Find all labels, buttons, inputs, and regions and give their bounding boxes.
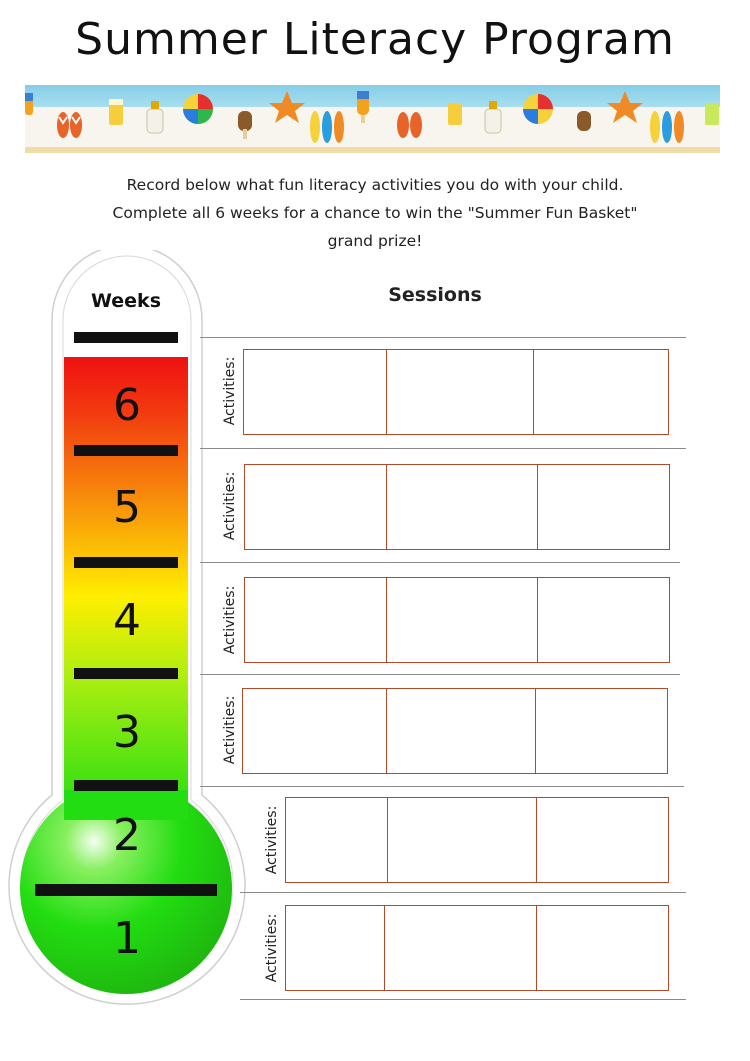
sunscreen-icon: [147, 101, 163, 133]
session-box-week-1[interactable]: [285, 905, 669, 991]
row-divider: [200, 562, 680, 563]
row-divider: [200, 786, 684, 787]
activities-label: Activities:: [264, 913, 280, 983]
surfboards-icon: [310, 111, 344, 143]
session-divider: [536, 798, 537, 882]
row-divider: [200, 674, 680, 675]
activities-label: Activities:: [222, 471, 238, 541]
activities-label: Activities:: [264, 805, 280, 875]
ice-cream-bar-icon: [238, 111, 252, 139]
session-divider: [533, 350, 534, 434]
popsicle-icon: [357, 91, 369, 123]
week-number: 6: [113, 380, 141, 431]
lemonade-icon: [705, 103, 719, 125]
intro-line: Complete all 6 weeks for a chance to win the "Summer Fun Basket": [112, 204, 638, 222]
session-box-week-6[interactable]: [243, 349, 669, 435]
session-box-week-5[interactable]: [244, 464, 670, 550]
lemonade-icon: [448, 103, 462, 125]
beach-ball-icon: [523, 94, 553, 124]
flip-flops-icon: [57, 112, 82, 138]
week-number: 2: [113, 810, 141, 861]
session-divider: [535, 689, 536, 773]
flip-flops-icon: [397, 112, 422, 138]
week-divider: [74, 332, 178, 343]
activities-label: Activities:: [222, 356, 238, 426]
row-divider: [200, 337, 686, 338]
session-box-week-4[interactable]: [244, 577, 670, 663]
row-divider: [240, 999, 686, 1000]
week-number: 1: [113, 913, 141, 964]
week-divider: [74, 445, 178, 456]
week-divider: [74, 557, 178, 568]
beach-ball-icon: [183, 94, 213, 124]
sunscreen-icon: [485, 101, 501, 133]
surfboards-icon: [650, 111, 684, 143]
session-divider: [386, 689, 387, 773]
session-divider: [536, 906, 537, 990]
week-number: 3: [113, 707, 141, 758]
starfish-icon: [269, 91, 305, 123]
session-divider: [386, 350, 387, 434]
session-divider: [386, 578, 387, 662]
week-number: 5: [113, 482, 141, 533]
session-divider: [537, 465, 538, 549]
popsicle-icon: [25, 93, 33, 115]
session-box-week-2[interactable]: [285, 797, 669, 883]
intro-line: grand prize!: [327, 232, 423, 250]
session-divider: [386, 465, 387, 549]
page-title: Summer Literacy Program: [75, 14, 675, 65]
intro-text: [40, 171, 710, 255]
week-number: 4: [113, 595, 141, 646]
row-divider: [240, 892, 686, 893]
week-divider: [35, 884, 217, 896]
ice-cream-bar-icon: [577, 111, 591, 131]
lemonade-icon: [109, 99, 123, 125]
starfish-icon: [607, 91, 643, 123]
summer-banner: [25, 85, 720, 153]
weeks-heading: Weeks: [91, 290, 161, 312]
row-divider: [200, 448, 686, 449]
session-box-week-3[interactable]: [242, 688, 668, 774]
week-divider: [74, 668, 178, 679]
week-divider: [74, 780, 178, 791]
session-divider: [384, 906, 385, 990]
sessions-heading: Sessions: [388, 284, 482, 306]
activities-label: Activities:: [222, 695, 238, 765]
activities-label: Activities:: [222, 585, 238, 655]
session-divider: [537, 578, 538, 662]
session-divider: [387, 798, 388, 882]
intro-line: Record below what fun literacy activities you do with your child.: [126, 176, 624, 194]
